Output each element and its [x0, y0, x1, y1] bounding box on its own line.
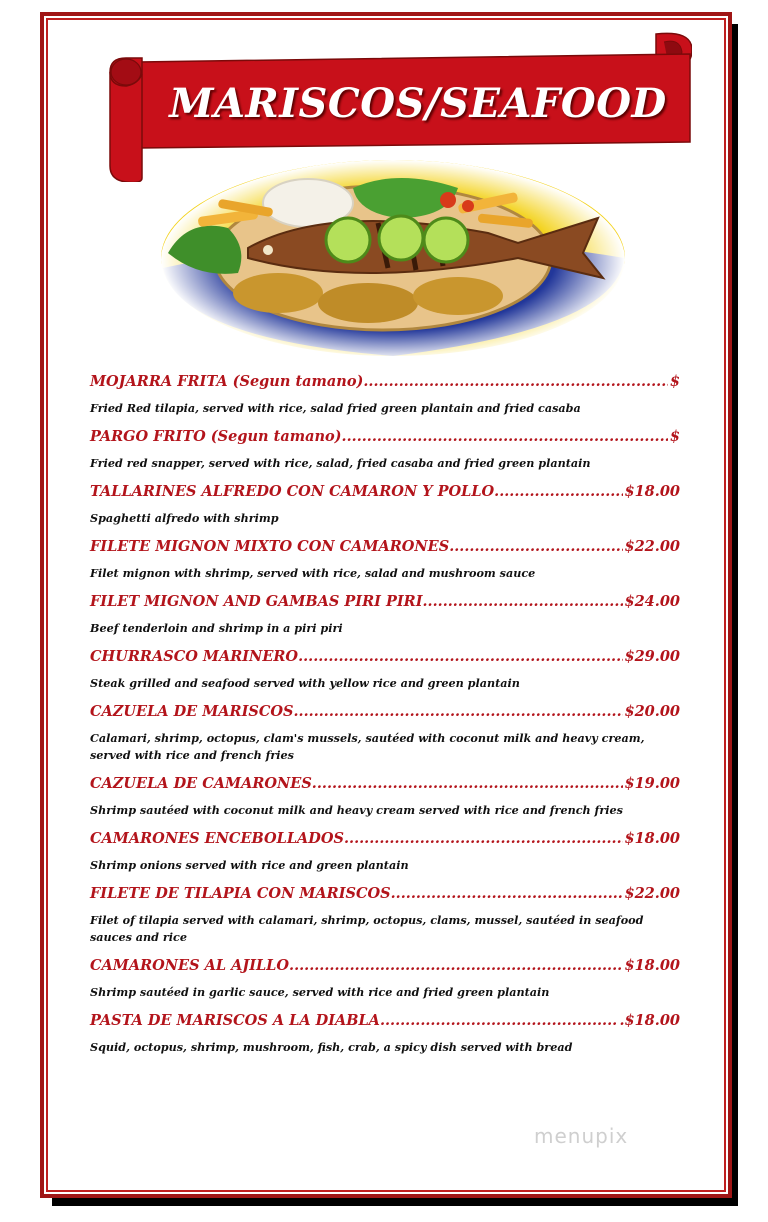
menu-item: [90, 829, 680, 874]
menu-item: [90, 956, 680, 1001]
menu-item: [90, 372, 680, 417]
item-price: $22.00: [624, 885, 680, 902]
item-name: CAZUELA DE MARISCOS: [90, 703, 294, 720]
item-name: FILET MIGNON AND GAMBAS PIRI PIRI: [90, 593, 423, 610]
item-price: $29.00: [624, 648, 680, 665]
item-name: PASTA DE MARISCOS A LA DIABLA: [90, 1012, 380, 1029]
item-price: $18.00: [624, 957, 680, 974]
item-price: $18.00: [624, 830, 680, 847]
item-name: CAMARONES AL AJILLO: [90, 957, 290, 974]
item-name: MOJARRA FRITA (Segun tamano): [90, 373, 364, 390]
menu-item: [90, 427, 680, 472]
item-description: Beef tenderloin and shrimp in a piri piri: [90, 621, 343, 635]
item-name: CHURRASCO MARINERO: [90, 648, 299, 665]
item-description: Fried Red tilapia, served with rice, salad fried green plantain and fried casaba: [90, 401, 581, 415]
menu-item: [90, 702, 680, 764]
item-name: CAZUELA DE CAMARONES: [90, 775, 312, 792]
menu-item: [90, 537, 680, 582]
item-description: Shrimp onions served with rice and green plantain: [90, 858, 409, 872]
item-description: Steak grilled and seafood served with yellow rice and green plantain: [90, 676, 520, 690]
item-name: PARGO FRITO (Segun tamano): [90, 428, 342, 445]
item-price: .$18.00: [619, 1012, 680, 1029]
menu-list: [90, 372, 680, 1066]
fish-plate-image: [158, 158, 628, 363]
item-price: $: [669, 428, 680, 445]
page-title: MARISCOS/SEAFOOD: [169, 79, 667, 127]
item-price: $20.00: [624, 703, 680, 720]
item-description: Shrimp sautéed in garlic sauce, served with rice and fried green plantain: [90, 985, 550, 999]
menu-item: [90, 1011, 680, 1056]
item-price: $22.00: [624, 538, 680, 555]
item-description: Squid, octopus, shrimp, mushroom, fish, crab, a spicy dish served with bread: [90, 1040, 573, 1054]
item-name: CAMARONES ENCEBOLLADOS: [90, 830, 344, 847]
menu-item: [90, 592, 680, 637]
item-description: Shrimp sautéed with coconut milk and heavy cream served with rice and french fries: [90, 803, 623, 817]
item-price: $18.00: [624, 483, 680, 500]
item-name: FILETE MIGNON MIXTO CON CAMARONES: [90, 538, 450, 555]
item-description: Calamari, shrimp, octopus, clam's mussels, sautéed with coconut milk and heavy cream, served with rice and french fries: [90, 731, 645, 762]
menu-item: [90, 482, 680, 527]
menupix-watermark: menupix: [534, 1124, 629, 1148]
item-description: Filet of tilapia served with calamari, shrimp, octopus, clams, mussel, sautéed in seafood sauces and rice: [90, 913, 644, 944]
item-description: Fried red snapper, served with rice, salad, fried casaba and fried green plantain: [90, 456, 591, 470]
item-price: $: [669, 373, 680, 390]
menu-item: [90, 884, 680, 946]
item-description: Spaghetti alfredo with shrimp: [90, 511, 279, 525]
item-name: TALLARINES ALFREDO CON CAMARON Y POLLO: [90, 483, 495, 500]
item-price: $19.00: [624, 775, 680, 792]
item-name: FILETE DE TILAPIA CON MARISCOS: [90, 885, 391, 902]
item-price: $24.00: [624, 593, 680, 610]
menu-item: [90, 647, 680, 692]
item-description: Filet mignon with shrimp, served with rice, salad and mushroom sauce: [90, 566, 536, 580]
menu-item: [90, 774, 680, 819]
